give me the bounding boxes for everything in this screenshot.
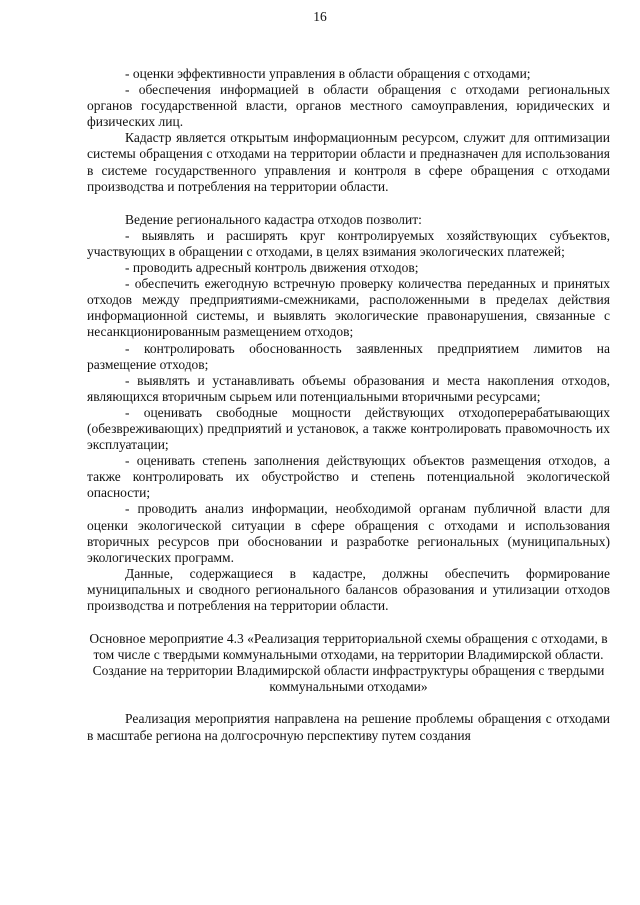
list-item: - выявлять и расширять круг контролируемых хозяйствующих субъектов, участвующих в обращении с отходами, в целях взимания экологических платежей; xyxy=(87,227,610,259)
list-item: - оценивать степень заполнения действующих объектов размещения отходов, а также контролировать их обустройство и степень потенциальной экологической опасности; xyxy=(87,453,610,501)
paragraph: - обеспечения информацией в области обращения с отходами региональных органов государственной власти, органов местного самоуправления, юридических и физических лиц. xyxy=(87,82,610,130)
spacer xyxy=(87,695,610,711)
paragraph: Кадастр является открытым информационным ресурсом, служит для оптимизации системы обращения с отходами на территории области и предназначен для использования в системе государственного управления и контроля в сфере обращения с отходами производства и потребления на территории области. xyxy=(87,130,610,194)
list-item: - оценивать свободные мощности действующих отходоперерабатывающих (обезвреживающих) предприятий и установок, а также контролировать правомочность их эксплуатации; xyxy=(87,404,610,453)
list-item: - проводить анализ информации, необходимой органам публичной власти для оценки экологической ситуации в сфере обращения с отходами и использования вторичных ресурсов при обосновании и разработке региональных (муниципальных) экологических программ. xyxy=(87,501,610,565)
final-paragraph: Реализация мероприятия направлена на решение проблемы обращения с отходами в масштабе региона на долгосрочную перспективу путем создания xyxy=(87,711,610,743)
paragraph: - оценки эффективности управления в области обращения с отходами; xyxy=(125,66,531,81)
closing-paragraph: Данные, содержащиеся в кадастре, должны обеспечить формирование муниципальных и сводного регионального балансов образования и утилизации отходов производства и потребления на территории области. xyxy=(87,565,610,613)
list-item: - контролировать обоснованность заявленных предприятием лимитов на размещение отходов; xyxy=(87,340,610,372)
list-item: - проводить адресный контроль движения отходов; xyxy=(125,260,419,276)
list-item: - обеспечить ежегодную встречную проверку количества переданных и принятых отходов между предприятиями-смежниками, расположенными в пределах действия информационной системы, и выявлять экологические правонарушения, связанные с несанкционированным размещением отходов; xyxy=(87,276,610,340)
list-intro: Ведение регионального кадастра отходов позволит: xyxy=(125,211,422,227)
spacer xyxy=(87,614,610,631)
list-item: - выявлять и устанавливать объемы образования и места накопления отходов, являющихся вторичным сырьем или потенциальными вторичными ресурсами; xyxy=(87,372,610,404)
document-body xyxy=(87,66,610,744)
section-heading: Основное мероприятие 4.3 «Реализация территориальной схемы обращения с отходами, в том числе с твердыми коммунальными отходами, на территории Владимирской области. Создание на территории Владимирской области инфраструктуры обращения с твердыми коммунальными отходами» xyxy=(89,631,608,695)
page-number: 16 xyxy=(313,9,327,24)
spacer xyxy=(87,195,610,212)
